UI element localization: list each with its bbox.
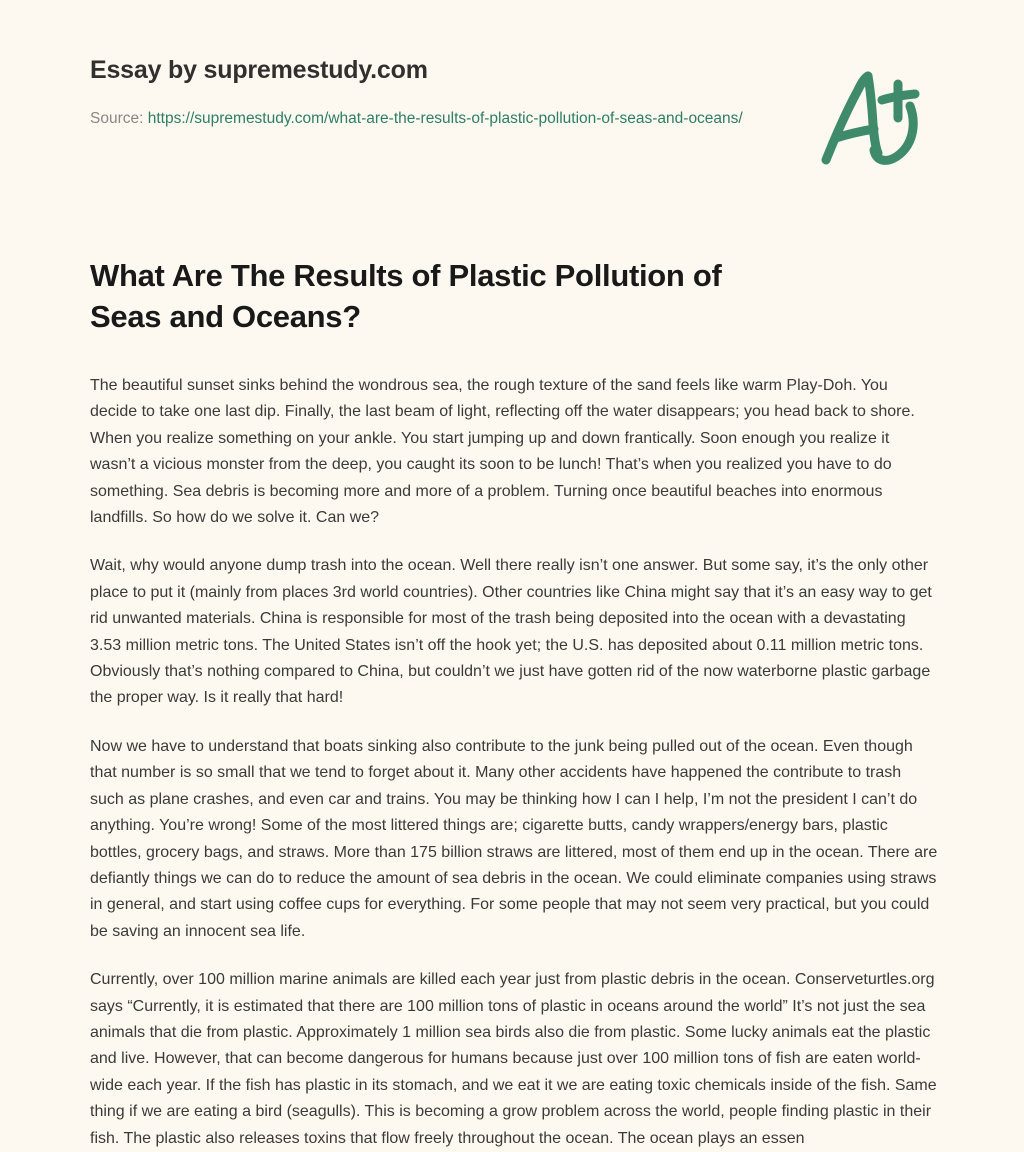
article-body (90, 373, 938, 1152)
article-paragraph: Now we have to understand that boats sinking also contribute to the junk being pulled out of the ocean. Even though that number is so small that we tend to forget about it. Many other accidents have happened the contribute to trash such as plane crashes, and even car and trains. You may be thinking how I can I help, I’m not the president I can’t do anything. You’re wrong! Some of the most littered things are; cigarette butts, candy wrappers/energy bars, plastic bottles, grocery bags, and straws. More than 175 billion straws are littered, most of them end up in the ocean. There are defiantly things we can do to reduce the amount of sea debris in the ocean. We could eliminate companies using straws in general, and start using coffee cups for everything. For some people that may not seem very practical, but you could be saving an innocent sea life. (90, 737, 938, 940)
source-label: Source: (90, 110, 148, 127)
page-header (90, 55, 790, 131)
article-paragraph: Currently, over 100 million marine animals are killed each year just from plastic debris in the ocean. Conserveturtles.org says “Currently, it is estimated that there are 100 million tons of plastic in oceans around the world” It’s not just the sea animals that die from plastic. Approximately 1 million sea birds also die from plastic. Some lucky animals eat the plastic and live. However, that can become dangerous for humans because just over 100 million tons of fish are eaten world-wide each year. If the fish has plastic in its stomach, and we eat it we are eating toxic chemicals inside of the fish. Same thing if we are eating a bird (seagulls). This is becoming a grow problem across the world, people finding plastic in their fish. The plastic also releases toxins that flow freely throughout the ocean. The ocean plays an essen (90, 971, 937, 1147)
brand-title: Essay by supremestudy.com (90, 56, 428, 84)
a-plus-logo-svg (812, 62, 932, 172)
source-url-link[interactable]: https://supremestudy.com/what-are-the-results-of-plastic-pollution-of-seas-and-oceans/ (147, 110, 743, 127)
article-container (90, 255, 938, 1152)
source-line (90, 106, 770, 131)
article-paragraph: The beautiful sunset sinks behind the wondrous sea, the rough texture of the sand feels like warm Play-Doh. You decide to take one last dip. Finally, the last beam of light, reflecting off the water disappears; you head back to shore. When you realize something on your ankle. You start jumping up and down frantically. Soon enough you realize it wasn’t a vicious monster from the deep, you caught its soon to be lunch! That’s when you realized you have to do something. Sea debris is becoming more and more of a problem. Turning once beautiful beaches into enormous landfills. So how do we solve it. Can we? (90, 377, 915, 527)
article-paragraph: Wait, why would anyone dump trash into the ocean. Well there really isn’t one answer. But some say, it’s the only other place to put it (mainly from places 3rd world countries). Other countries like China might say that it’s an easy way to get rid unwanted materials. China is responsible for most of the trash being deposited into the ocean with a devastating 3.53 million metric tons. The United States isn’t off the hook yet; the U.S. has deposited about 0.11 million metric tons. Obviously that’s nothing compared to China, but couldn’t we just have gotten rid of the now waterborne plastic garbage the proper way. Is it really that hard! (90, 557, 932, 707)
page-title: What Are The Results of Plastic Pollution of Seas and Oceans? (90, 258, 722, 334)
a-plus-logo-icon (812, 62, 932, 172)
